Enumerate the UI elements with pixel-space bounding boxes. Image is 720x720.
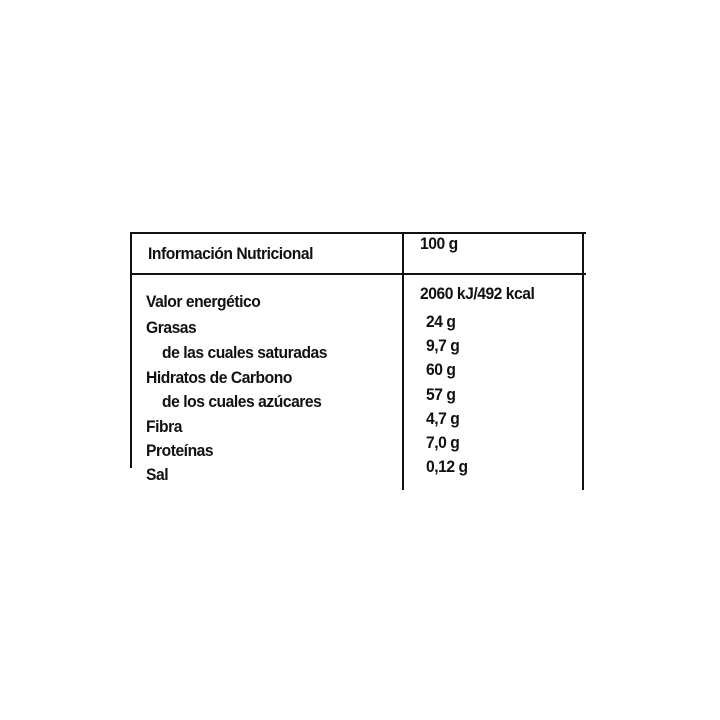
row-value-energy: 2060 kJ/492 kcal xyxy=(420,284,535,303)
table-top-border xyxy=(130,232,586,234)
table-header-title: Información Nutricional xyxy=(148,244,313,263)
row-name-carbs: Hidratos de Carbono xyxy=(146,368,292,387)
table-right-border xyxy=(582,232,584,490)
nutrition-table xyxy=(130,232,588,490)
row-name-saturated: de las cuales saturadas xyxy=(162,343,328,362)
row-value-protein: 7,0 g xyxy=(426,433,460,452)
row-value-fat: 24 g xyxy=(426,312,456,331)
table-left-border xyxy=(130,232,132,468)
table-header-divider xyxy=(130,273,586,275)
row-name-protein: Proteínas xyxy=(146,441,214,460)
row-value-carbs: 60 g xyxy=(426,360,456,379)
row-value-fibre: 4,7 g xyxy=(426,409,460,428)
row-value-sugars: 57 g xyxy=(426,385,456,404)
row-name-sugars: de los cuales azúcares xyxy=(162,392,322,411)
row-name-fat: Grasas xyxy=(146,318,197,337)
row-name-salt: Sal xyxy=(146,465,169,484)
table-column-divider xyxy=(402,232,404,490)
row-value-saturated: 9,7 g xyxy=(426,336,460,355)
row-name-energy: Valor energético xyxy=(146,292,261,311)
table-header-column: 100 g xyxy=(420,234,458,253)
row-name-fibre: Fibra xyxy=(146,417,182,436)
row-value-salt: 0,12 g xyxy=(426,457,468,476)
